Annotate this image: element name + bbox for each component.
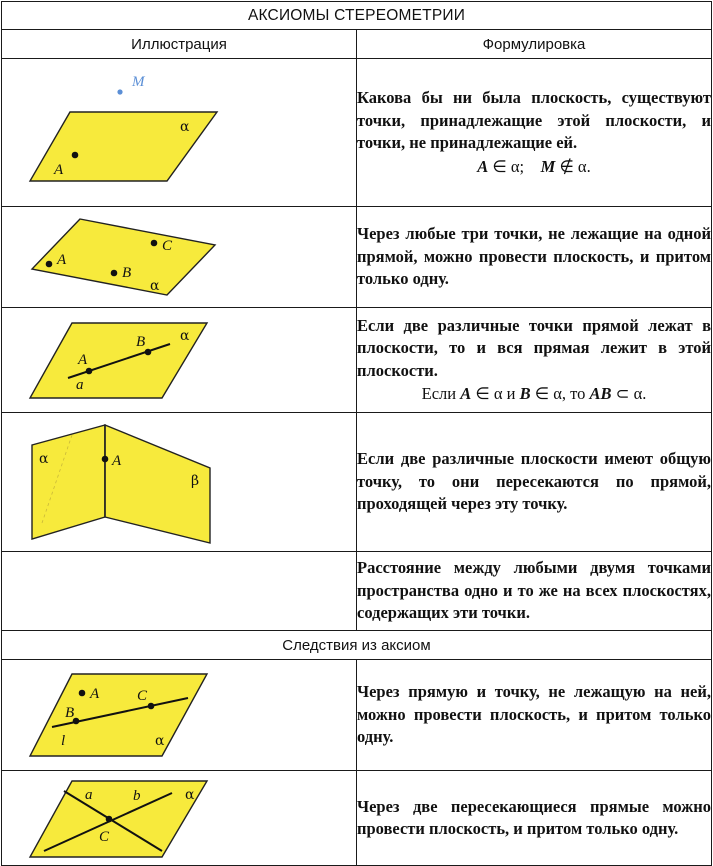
axiom-text-cell-4 <box>357 413 712 552</box>
label-a: A <box>112 453 122 469</box>
plane-alpha <box>32 425 105 539</box>
consequence-text-cell-1 <box>357 660 712 771</box>
formula-symbol-b: B <box>519 384 531 403</box>
consequence-text-1: Через прямую и точку, не лежащую на ней, можно провести плоскость, и притом только одну. <box>357 682 711 747</box>
point-a <box>79 690 86 697</box>
axiom-row-1 <box>2 59 712 207</box>
formula-part: ⊂ α. <box>611 384 647 403</box>
point-c <box>106 816 113 823</box>
axiom-row-2 <box>2 207 712 308</box>
axiom-text-cell-1 <box>357 59 712 207</box>
figure-cell-6 <box>2 660 357 771</box>
formula-symbol-m: M <box>540 156 556 176</box>
axiom-row-5 <box>2 552 712 631</box>
label-line-l: l <box>61 733 66 749</box>
point-b <box>111 270 118 277</box>
figure-cell-5 <box>2 552 357 631</box>
figure-three-points <box>2 207 233 307</box>
label-a: A <box>90 686 100 702</box>
point-c <box>151 240 158 247</box>
figure-cell-3 <box>2 308 357 413</box>
label-c: C <box>162 238 173 254</box>
point-a <box>102 456 109 463</box>
axiom-text-3: Если две различные точки прямой лежат в плоскости, то и вся прямая лежит в этой плоскости. <box>357 315 711 380</box>
label-c: C <box>99 829 110 845</box>
point-m <box>117 89 122 94</box>
axioms-table <box>1 1 712 866</box>
formula-part: Если <box>421 384 461 403</box>
label-b: B <box>65 705 75 721</box>
formula-part: ∉ α. <box>555 156 591 176</box>
axiom-text-cell-2 <box>357 207 712 308</box>
axiom-text-1: Какова бы ни была плоскость, существуют точки, принадлежащие этой плоскости, и точки, не принадлежащие ей. <box>357 88 711 152</box>
label-alpha: α <box>185 787 195 803</box>
axiom-text-5: Расстояние между любыми двумя точками пространства одно и то же на всех плоскостях, содержащих эти точки. <box>357 558 711 623</box>
figure-cell-7 <box>2 771 357 866</box>
consequence-text-2: Через две пересекающиеся прямые можно провести плоскость, и притом только одну. <box>357 796 711 838</box>
label-a: A <box>78 352 88 368</box>
axiom-text-2: Через любые три точки, не лежащие на одной прямой, можно провести плоскость, и притом только одну. <box>357 224 711 289</box>
consequences-header: Следствия из аксиом <box>2 631 712 660</box>
table-title: АКСИОМЫ СТЕРЕОМЕТРИИ <box>2 2 712 30</box>
figure-two-planes <box>2 413 233 551</box>
point-a <box>86 368 93 375</box>
label-m: M <box>132 74 145 90</box>
point-a <box>46 261 53 268</box>
figure-line-and-point <box>2 660 233 770</box>
plane-alpha <box>30 674 207 756</box>
axiom-text-cell-3 <box>357 308 712 413</box>
label-alpha: α <box>180 328 190 344</box>
axiom-formula-3 <box>357 383 711 406</box>
axiom-row-4 <box>2 413 712 552</box>
axiom-formula-1 <box>357 156 711 179</box>
consequence-row-2 <box>2 771 712 866</box>
axiom-row-3 <box>2 308 712 413</box>
label-a: A <box>57 252 67 268</box>
formula-symbol-ab: AB <box>589 384 612 403</box>
label-c: C <box>137 688 148 704</box>
formula-part: ∈ α, то <box>530 384 590 403</box>
figure-intersecting-lines <box>2 771 233 865</box>
label-line-b: b <box>133 788 141 804</box>
formula-symbol-a: A <box>477 156 489 176</box>
axioms-sheet <box>0 1 713 865</box>
label-a: A <box>54 162 64 178</box>
consequence-row-1 <box>2 660 712 771</box>
label-alpha: α <box>180 119 190 135</box>
label-alpha: α <box>155 733 165 749</box>
figure-cell-2 <box>2 207 357 308</box>
figure-cell-4 <box>2 413 357 552</box>
label-line-a: a <box>76 377 84 393</box>
label-line-a: a <box>85 787 93 803</box>
label-alpha: α <box>39 451 49 467</box>
label-b: B <box>122 265 132 281</box>
axiom-text-cell-5 <box>357 552 712 631</box>
axiom-text-4: Если две различные плоскости имеют общую точку, то они пересекаются по прямой, проходящей через эту точку. <box>357 449 711 514</box>
formula-part: ∈ α; <box>488 156 525 176</box>
formula-symbol-a: A <box>460 384 472 403</box>
header-formulation: Формулировка <box>357 30 712 59</box>
point-a <box>72 152 79 159</box>
consequence-text-cell-2 <box>357 771 712 866</box>
label-alpha: α <box>150 278 160 294</box>
header-illustration: Иллюстрация <box>2 30 357 59</box>
figure-cell-1 <box>2 59 357 207</box>
label-b: B <box>136 334 146 350</box>
point-c <box>148 703 155 710</box>
formula-part: ∈ α и <box>471 384 520 403</box>
figure-line-in-plane <box>2 308 233 412</box>
label-beta: β <box>191 473 200 489</box>
point-b <box>145 349 152 356</box>
figure-plane-points <box>2 59 233 206</box>
